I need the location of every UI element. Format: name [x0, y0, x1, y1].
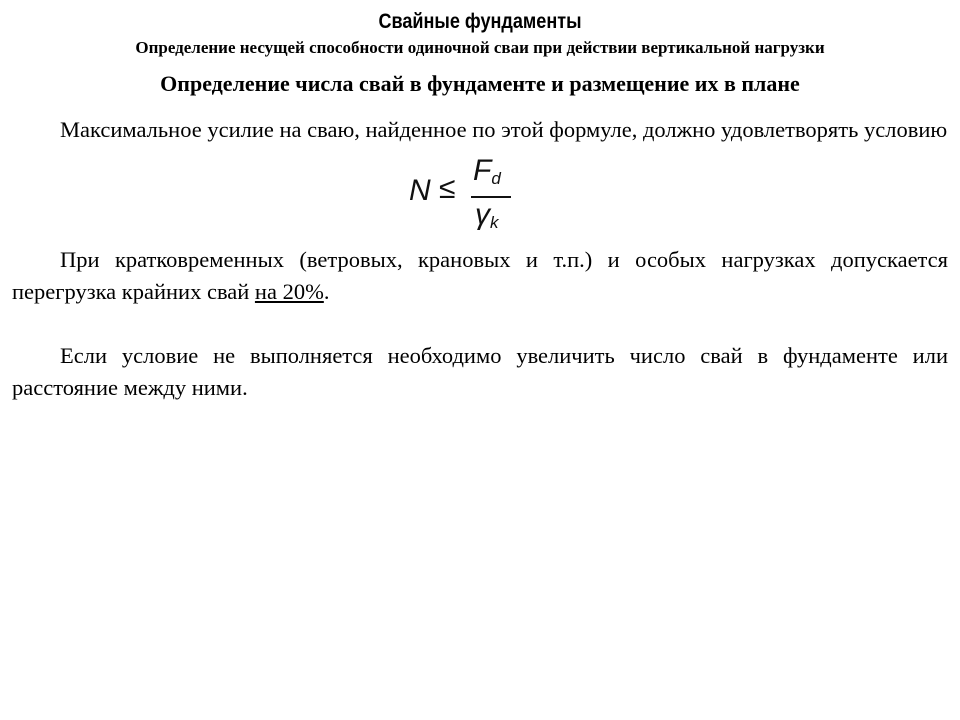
formula-lhs: N: [409, 174, 431, 207]
overload-percent: на 20%: [254, 279, 324, 304]
paragraph-condition-fail: Если условие не выполняется необходимо увеличить число свай в фундаменте или расстояние между ними.: [12, 343, 948, 400]
paragraph-overload-end: .: [323, 279, 330, 304]
formula-numerator-symbol: F: [473, 154, 492, 187]
slide-title: Свайные фундаменты: [378, 10, 582, 33]
condition-formula: [407, 154, 517, 238]
paragraph-overload: [12, 244, 948, 308]
formula-numerator-sub: d: [491, 169, 501, 188]
section-heading: Определение числа свай в фундаменте и размещение их в плане: [160, 71, 800, 96]
paragraph-overload-main: При кратковременных (ветровых, крановых и т.п.) и особых нагрузках допускается перегрузка крайних свай: [12, 247, 948, 304]
formula-denominator: [475, 198, 499, 240]
formula-numerator: [473, 154, 501, 196]
slide-subtitle: Определение несущей способности одиночной сваи при действии вертикальной нагрузки: [135, 38, 825, 57]
formula-relation: ≤: [439, 172, 456, 205]
paragraph-max-force: Максимальное усилие на сваю, найденное по этой формуле, должно удовлетворять условию: [60, 117, 948, 142]
formula-denominator-symbol: γ: [475, 198, 490, 231]
formula-denominator-sub: k: [490, 213, 499, 232]
